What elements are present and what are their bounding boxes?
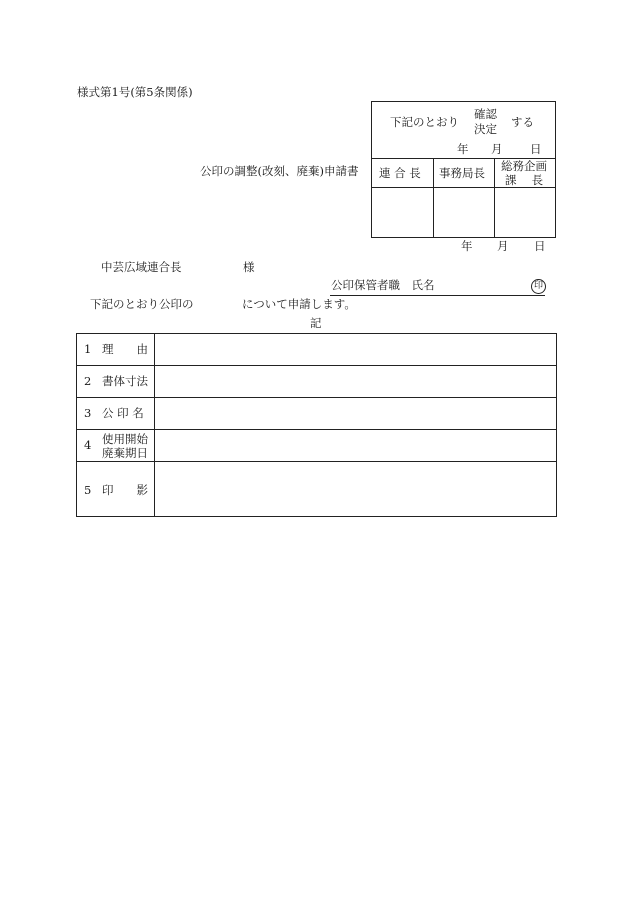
approval-col-divider: [494, 158, 495, 237]
item-number: 5: [84, 483, 92, 497]
document-title: 公印の調整(改刻、廃棄)申請書: [200, 164, 359, 178]
approval-option-decide: 決定: [474, 122, 497, 136]
items-table: [76, 333, 557, 517]
date-month: 月: [497, 239, 509, 253]
approval-date-year: 年: [457, 142, 469, 156]
row-divider: [77, 461, 556, 462]
applicant-label: 公印保管者職 氏名: [331, 278, 435, 292]
row-divider: [77, 429, 556, 430]
ki-marker: 記: [310, 316, 322, 330]
approval-header-divider: [372, 187, 555, 188]
addressee-name: 中芸広域連合長: [101, 260, 182, 274]
item-number: 4: [84, 438, 92, 452]
role-general-affairs: 総務企画: [501, 159, 547, 173]
seal-mark: 印: [531, 279, 546, 294]
addressee-honorific: 様: [243, 260, 255, 274]
item-label-typeface-size: 書体寸法: [102, 374, 148, 388]
approval-date-month: 月: [491, 142, 503, 156]
item-number: 3: [84, 406, 92, 420]
item-label-reason: 理 由: [102, 342, 148, 356]
date-year: 年: [461, 239, 473, 253]
label-column-divider: [154, 334, 155, 516]
applicant-underline: [330, 295, 545, 296]
row-divider: [77, 365, 556, 366]
approval-prefix: 下記のとおり: [390, 115, 459, 129]
item-label-seal-name: 公 印 名: [102, 406, 144, 420]
item-label-start-date: 使用開始: [102, 432, 148, 446]
role-chairman: 連 合 長: [379, 166, 421, 180]
request-prefix: 下記のとおり公印の: [90, 297, 194, 311]
date-day: 日: [534, 239, 546, 253]
request-suffix: について申請します。: [242, 297, 356, 311]
role-secretary-general: 事務局長: [439, 166, 485, 180]
approval-date-day: 日: [530, 142, 542, 156]
item-label-disposal-date: 廃棄期日: [102, 446, 148, 460]
item-number: 1: [84, 342, 92, 356]
approval-box: [371, 101, 556, 238]
item-label-seal-impression: 印 影: [102, 483, 148, 497]
role-section-chief: 課 長: [505, 173, 544, 187]
approval-suffix: する: [511, 115, 534, 129]
form-number: 様式第1号(第5条関係): [77, 85, 193, 99]
item-number: 2: [84, 374, 92, 388]
approval-option-confirm: 確認: [474, 107, 497, 121]
row-divider: [77, 397, 556, 398]
approval-col-divider: [433, 158, 434, 237]
